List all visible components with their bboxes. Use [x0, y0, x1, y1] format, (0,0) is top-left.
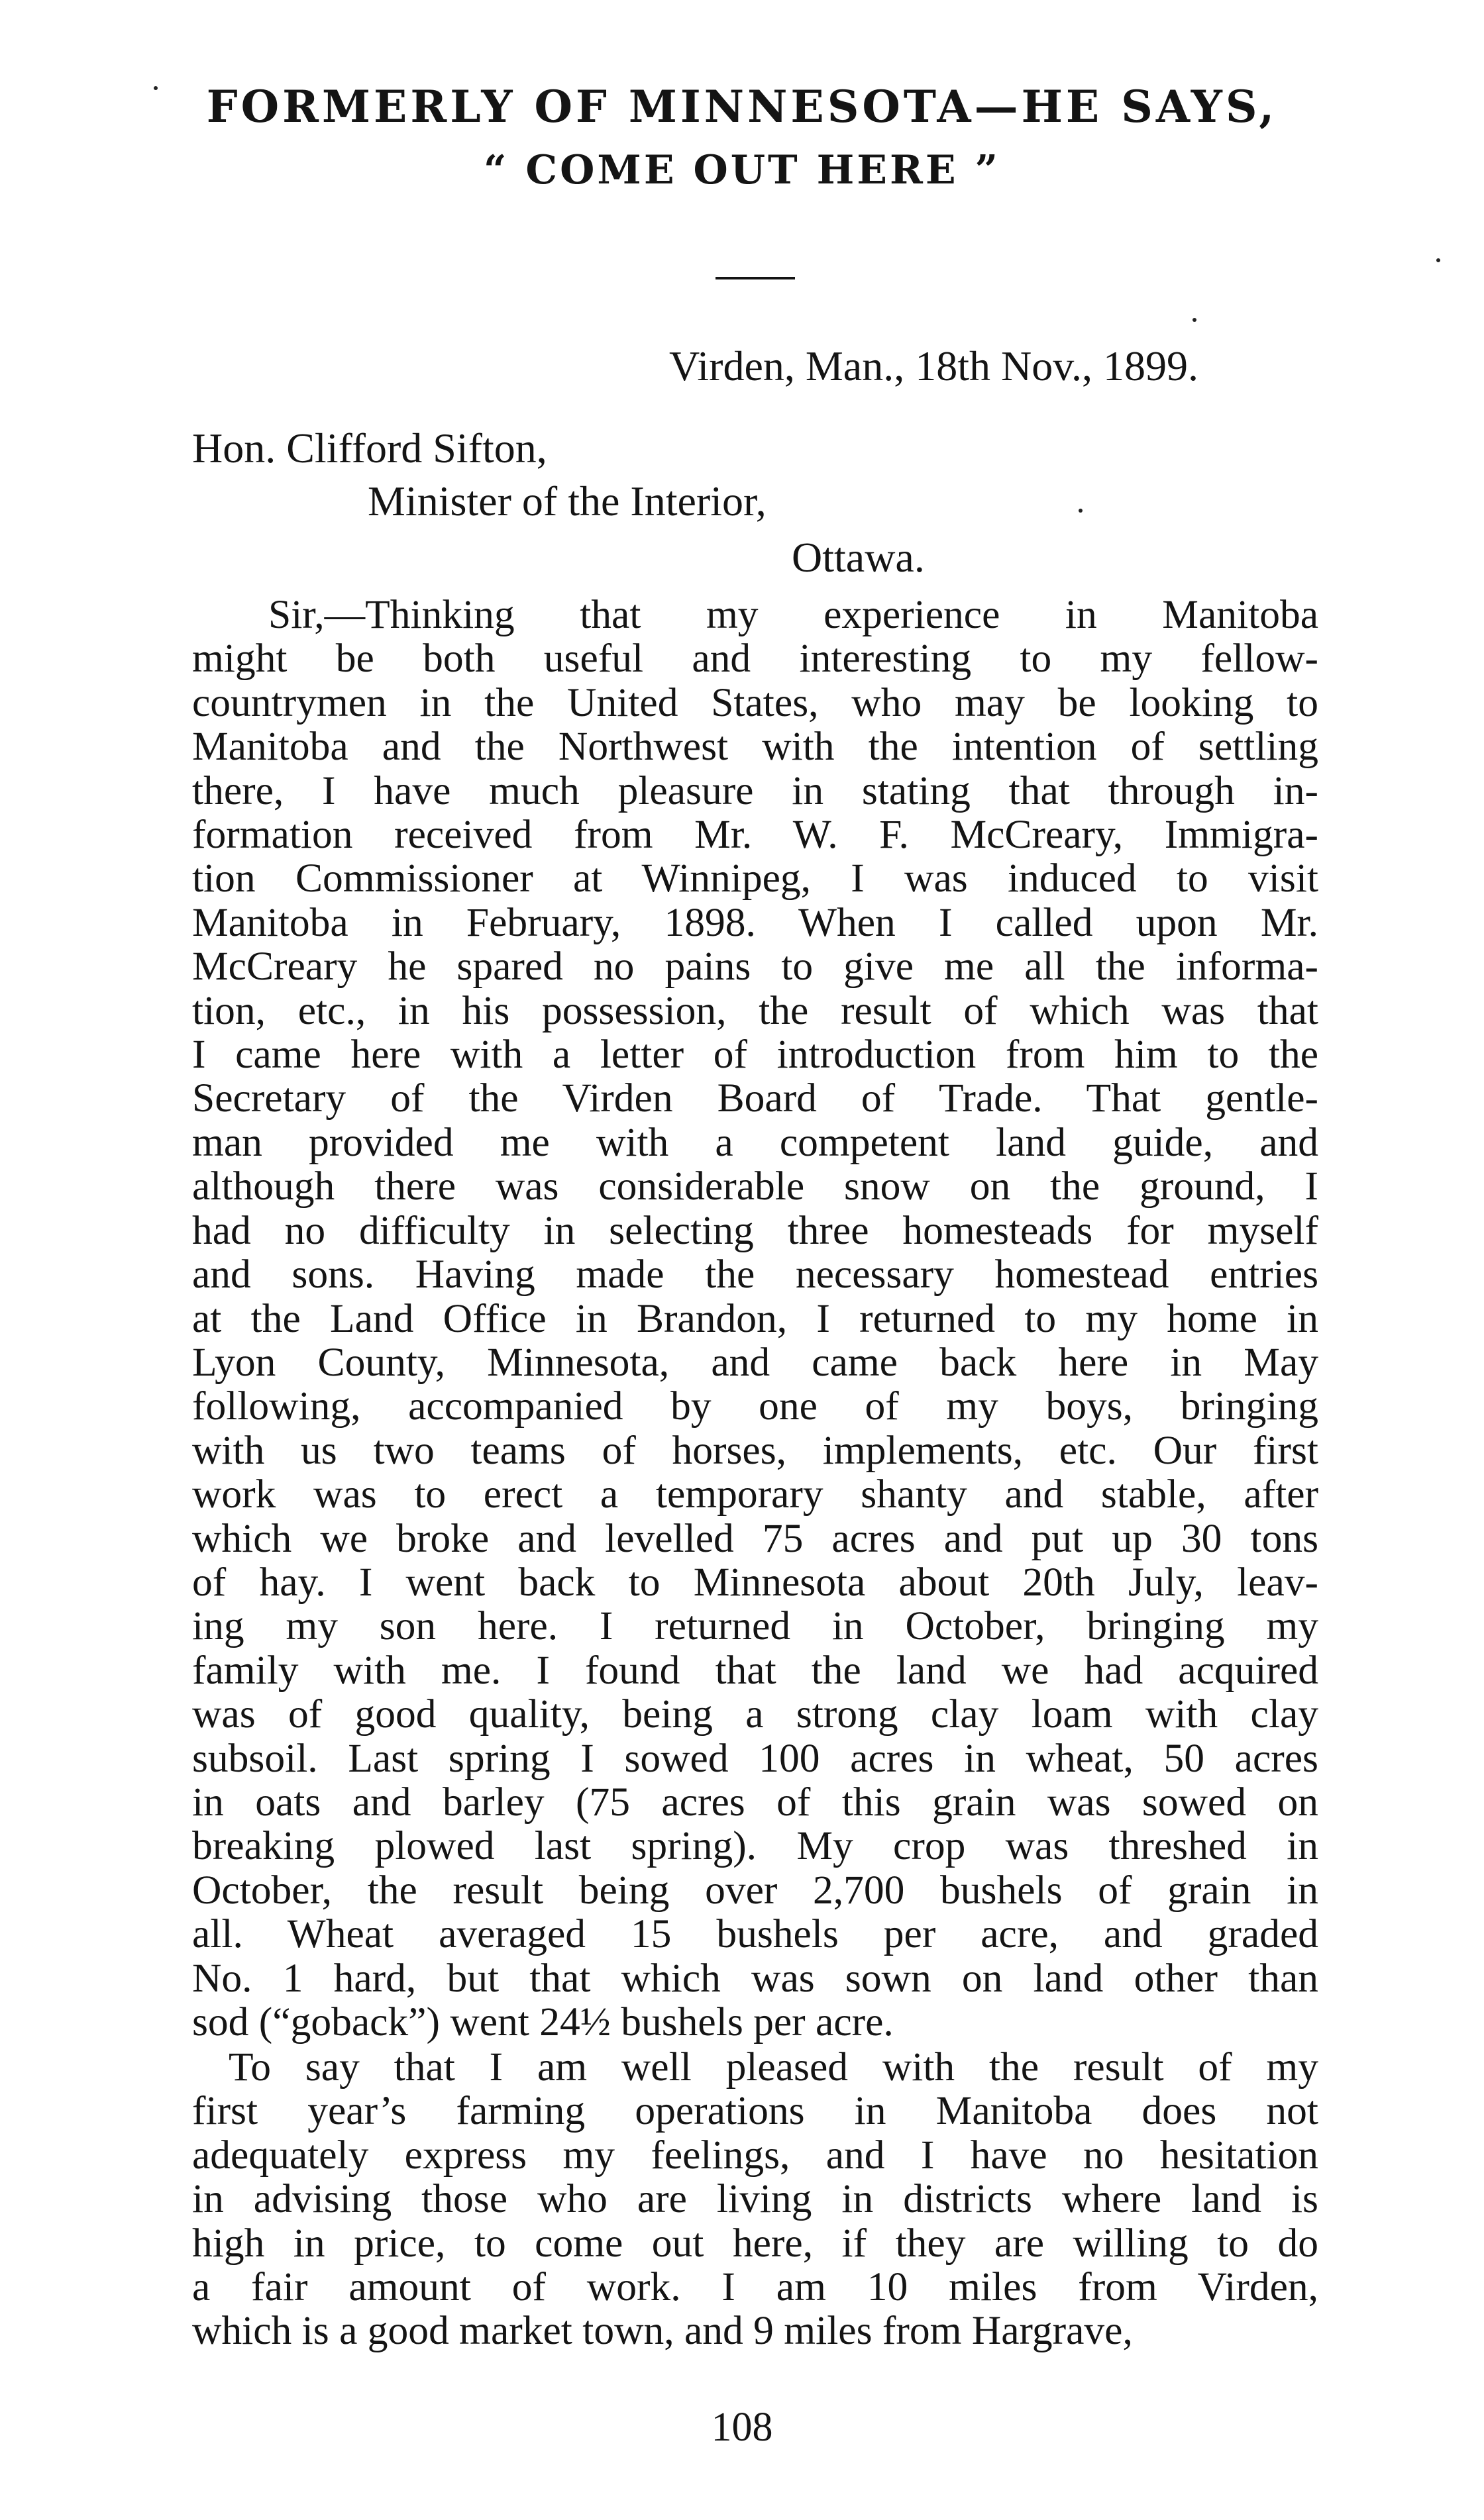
- print-speck: [1079, 509, 1083, 513]
- text-line: in oats and barley (75 acres of this grain was sowed on: [192, 1779, 1318, 1825]
- print-speck: [154, 86, 158, 90]
- letter-dateline: Virden, Man., 18th Nov., 1899.: [669, 342, 1199, 389]
- text-line: I came here with a letter of introduction from him to the: [192, 1032, 1318, 1078]
- text-line: countrymen in the United States, who may be looking to: [192, 680, 1318, 725]
- text-line: tion, etc., in his possession, the result of which was that: [192, 987, 1318, 1033]
- text-line: all. Wheat averaged 15 bushels per acre, and graded: [192, 1911, 1318, 1957]
- page-title: FORMERLY OF MINNESOTA—HE SAYS,: [206, 81, 1278, 132]
- text-line: family with me. I found that the land we had acquired: [192, 1647, 1318, 1693]
- text-line: Lyon County, Minnesota, and came back here in May: [192, 1339, 1318, 1385]
- text-line: there, I have much pleasure in stating that through in-: [192, 768, 1318, 813]
- print-speck: [1192, 318, 1196, 322]
- text-line: McCreary he spared no pains to give me all the informa-: [192, 944, 1318, 989]
- text-line: ing my son here. I returned in October, bringing my: [192, 1603, 1318, 1649]
- text-line: in advising those who are living in districts where land is: [192, 2176, 1318, 2222]
- text-line: and sons. Having made the necessary homestead entries: [192, 1252, 1318, 1297]
- text-line: high in price, to come out here, if they are willing to do: [192, 2220, 1318, 2266]
- text-line: which is a good market town, and 9 miles from Hargrave,: [192, 2308, 1133, 2354]
- text-line: To say that I am well pleased with the result of my: [229, 2044, 1318, 2090]
- text-line: sod (“goback”) went 24½ bushels per acre.: [192, 1999, 894, 2044]
- text-line: formation received from Mr. W. F. McCreary, Immigra-: [192, 812, 1318, 858]
- text-line: which we broke and levelled 75 acres and put up 30 tons: [192, 1515, 1318, 1561]
- text-line: subsoil. Last spring I sowed 100 acres in wheat, 50 acres: [192, 1735, 1318, 1781]
- recipient-title: Minister of the Interior,: [368, 478, 767, 525]
- text-line: at the Land Office in Brandon, I returned to my home in: [192, 1295, 1318, 1341]
- text-line: tion Commissioner at Winnipeg, I was induced to visit: [192, 856, 1318, 901]
- text-line: Manitoba in February, 1898. When I called upon Mr.: [192, 899, 1318, 945]
- text-line: Sir,—Thinking that my experience in Manitoba: [268, 592, 1318, 637]
- recipient-city: Ottawa.: [792, 534, 925, 581]
- text-line: might be both useful and interesting to my fellow-: [192, 636, 1318, 681]
- recipient-name: Hon. Clifford Sifton,: [192, 425, 547, 472]
- text-line: Manitoba and the Northwest with the intention of settling: [192, 724, 1318, 770]
- letter-paragraph-1: [192, 593, 1318, 2044]
- text-line: with us two teams of horses, implements, etc. Our first: [192, 1427, 1318, 1473]
- letter-paragraph-2: [192, 2045, 1318, 2353]
- text-line: following, accompanied by one of my boys, bringing: [192, 1384, 1318, 1429]
- text-line: work was to erect a temporary shanty and stable, after: [192, 1472, 1318, 1517]
- title-divider: [716, 277, 795, 279]
- text-line: was of good quality, being a strong clay loam with clay: [192, 1691, 1318, 1737]
- text-line: although there was considerable snow on the ground, I: [192, 1164, 1318, 1209]
- text-line: No. 1 hard, but that which was sown on land other than: [192, 1955, 1318, 2001]
- text-line: of hay. I went back to Minnesota about 20th July, leav-: [192, 1559, 1318, 1605]
- text-line: breaking plowed last spring). My crop was threshed in: [192, 1823, 1318, 1869]
- text-line: Secretary of the Virden Board of Trade. That gentle-: [192, 1076, 1318, 1121]
- text-line: a fair amount of work. I am 10 miles from Virden,: [192, 2264, 1318, 2310]
- page-subtitle: “ COME OUT HERE ”: [483, 147, 1000, 193]
- page-number: 108: [711, 2405, 773, 2450]
- print-speck: [1436, 258, 1440, 262]
- text-line: adequately express my feelings, and I have no hesitation: [192, 2132, 1318, 2178]
- text-line: had no difficulty in selecting three homesteads for myself: [192, 1207, 1318, 1253]
- text-line: first year’s farming operations in Manitoba does not: [192, 2088, 1318, 2134]
- text-line: man provided me with a competent land guide, and: [192, 1119, 1318, 1165]
- text-line: October, the result being over 2,700 bushels of grain in: [192, 1867, 1318, 1913]
